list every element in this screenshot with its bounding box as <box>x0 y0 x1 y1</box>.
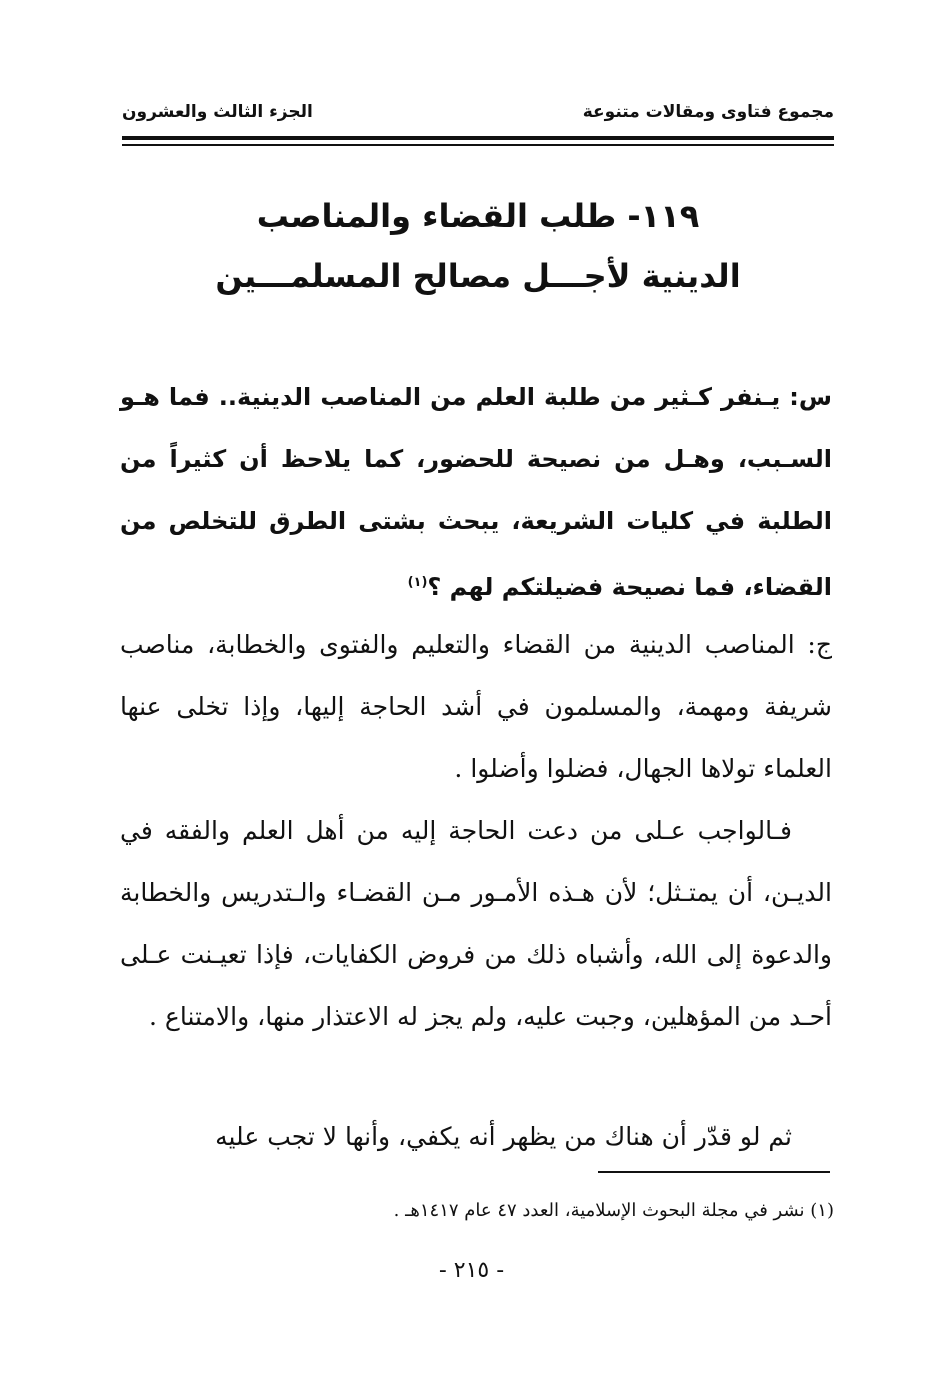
fatwa-title <box>122 186 834 306</box>
answer-paragraph: ج: المناصب الدينية من القضاء والتعليم والفتوى والخطابة، مناصب شريفة ومهمة، والمسلمون في أشد الحاجة إليها، وإذا تخلى عنها العلماء تولاها الجهال، فضلوا وأضلوا . <box>120 630 832 783</box>
title-line-2: الدينية لأجـــل مصالح المسلمـــين <box>215 257 741 295</box>
book-title: مجموع فتاوى ومقالات متنوعة <box>582 102 834 122</box>
question-text: س: يـنفر كـثير من طلبة العلم من المناصب الدينية.. فما هـو السـبب، وهـل من نصيحة للحضور، كما يلاحظ أن كثيراً من الطلبة في كليات الشريعة، يبحث بشتى الطرق للتخلص من القضاء، فما نصيحة فضيلتكم لهم ؟ <box>120 383 832 601</box>
body-paragraph: ثم لو قدّر أن هناك من يظهر أنه يكفي، وأنها لا تجب عليه <box>215 1122 792 1151</box>
page-number: - ٢١٥ - <box>438 1258 505 1283</box>
question-paragraph <box>120 366 832 618</box>
title-line-1: ١١٩- طلب القضاء والمناصب <box>256 197 700 235</box>
running-header <box>122 96 834 130</box>
footnote-separator <box>598 1171 830 1173</box>
footnote <box>150 1196 834 1226</box>
header-rule <box>122 136 834 140</box>
footnote-marker: (١) <box>810 1200 834 1221</box>
volume-label: الجزء الثالث والعشرون <box>122 102 313 122</box>
footnote-ref: (١) <box>407 575 428 590</box>
footnote-text: نشر في مجلة البحوث الإسلامية، العدد ٤٧ عام ١٤١٧هـ . <box>393 1200 805 1221</box>
header-rule-thin <box>122 144 834 146</box>
body-paragraph: فـالواجب عـلى من دعت الحاجة إليه من أهل العلم والفقه في الديـن، أن يمتـثل؛ لأن هـذه الأمـور مـن القضـاء والـتدريس والخطابة والدعوة إلى الله، وأشباه ذلك من فروض الكفايات، فإذا تعيـنت عـلى أحـد من المؤهلين، وجبت عليه، ولم يجز له الاعتذار منها، والامتناع . <box>120 816 832 1031</box>
